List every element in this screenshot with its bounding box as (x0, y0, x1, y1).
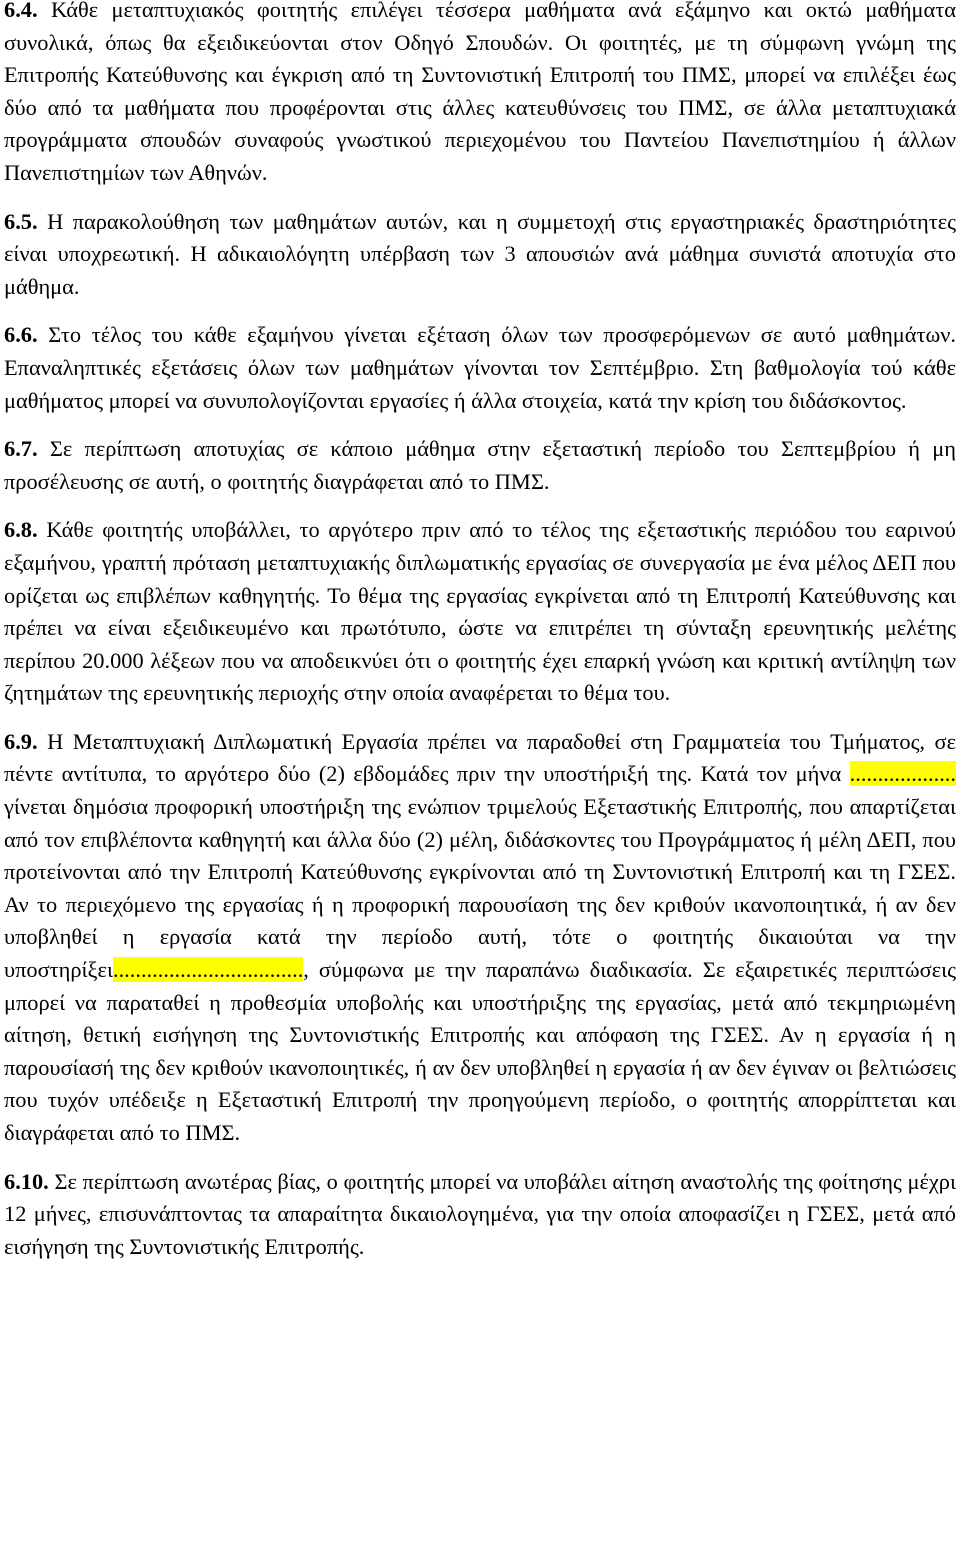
section-6-10 (4, 1166, 956, 1264)
section-number: 6.7. (4, 436, 38, 462)
section-number: 6.4. (4, 0, 38, 22)
highlighted-blank-period: .................................. (112, 957, 304, 983)
section-6-5 (4, 206, 956, 304)
section-text: Η παρακολούθηση των μαθημάτων αυτών, και η συμμετοχή στις εργαστηριακές δραστηριότητες είναι υποχρεωτική. Η αδικαιολόγητη υπέρβαση των 3 απουσιών ανά μάθημα συνιστά αποτυχία στο μάθημα. (4, 208, 956, 299)
section-number: 6.5. (4, 208, 38, 234)
section-6-6 (4, 319, 956, 417)
section-text: Κάθε μεταπτυχιακός φοιτητής επιλέγει τέσσερα μαθήματα ανά εξάμηνο και οκτώ μαθήματα συνολικά, όπως θα εξειδικεύονται στον Οδηγό Σπουδών. Οι φοιτητές, με τη σύμφωνη γνώμη της Επιτροπής Κατεύθυνσης και έγκριση από τη Συντονιστική Επιτροπή του ΠΜΣ, μπορεί να επιλέξει έως δύο από τα μαθήματα που προφέρονται στις άλλες κατευθύνσεις του ΠΜΣ, σε άλλα μεταπτυχιακά προγράμματα σπουδών συναφούς γνωστικού περιεχομένου του Παντείου Πανεπιστημίου ή άλλων Πανεπιστημίων των Αθηνών. (4, 0, 956, 185)
section-text: , σύμφωνα με την παραπάνω διαδικασία. Σε εξαιρετικές περιπτώσεις μπορεί να παραταθεί η προθεσμία υποβολής και υποστήριξης της εργασίας, μετά από τεκμηριωμένη αίτηση, θετική εισήγηση της Συντονιστικής Επιτροπής και απόφαση της ΓΣΕΣ. Αν η εργασία ή η παρουσίασή της δεν κριθούν ικανοποιητικές, ή αν δεν υποβληθεί η εργασία ή αν δεν έγιναν οι βελτιώσεις που τυχόν υπέδειξε η Εξεταστική Επιτροπή την προηγούμενη περίοδο, ο φοιτητής απορρίπτεται και διαγράφεται από το ΠΜΣ. (4, 957, 956, 1145)
section-6-7 (4, 433, 956, 498)
section-text: Σε περίπτωση αποτυχίας σε κάποιο μάθημα στην εξεταστική περίοδο του Σεπτεμβρίου ή μη προσέλευσης σε αυτή, ο φοιτητής διαγράφεται από το ΠΜΣ. (4, 436, 956, 494)
section-number: 6.9. (4, 728, 38, 754)
section-6-9 (4, 726, 956, 1150)
section-6-4 (4, 0, 956, 190)
highlighted-blank-month: ................... (849, 761, 956, 787)
section-number: 6.8. (4, 517, 38, 543)
section-text: Στο τέλος του κάθε εξαμήνου γίνεται εξέταση όλων των προσφερόμενων σε αυτό μαθημάτων. Επαναληπτικές εξετάσεις όλων των μαθημάτων γίνονται τον Σεπτέμβριο. Στη βαθμολογία τού κάθε μαθήματος μπορεί να συνυπολογίζονται εργασίες ή άλλα στοιχεία, κατά την κρίση του διδάσκοντος. (4, 322, 956, 413)
document-page (4, 0, 956, 1263)
section-number: 6.6. (4, 322, 38, 348)
section-text: Σε περίπτωση ανωτέρας βίας, ο φοιτητής μπορεί να υποβάλει αίτηση αναστολής της φοίτησης μέχρι 12 μήνες, επισυνάπτοντας τα απαραίτητα δικαιολογημένα, για την οποία αποφασίζει η ΓΣΕΣ, μετά από εισήγηση της Συντονιστικής Επιτροπής. (4, 1168, 956, 1259)
section-text: γίνεται δημόσια προφορική υποστήριξη της ενώπιον τριμελούς Εξεταστικής Επιτροπής, που απαρτίζεται από τον επιβλέποντα καθηγητή και άλλα δύο (2) μέλη, διδάσκοντες του Προγράμματος ή μέλη ΔΕΠ, που προτείνονται από την Επιτροπή Κατεύθυνσης εγκρίνονται από τη Συντονιστική Επιτροπή και τη ΓΣΕΣ. Αν το περιεχόμενο της εργασίας ή η προφορική παρουσίαση της δεν κριθούν ικανοποιητικά, ή αν δεν υποβληθεί η εργασία κατά την περίοδο αυτή, τότε ο φοιτητής δικαιούται να την υποστηρίξει (4, 794, 956, 983)
section-text: Κάθε φοιτητής υποβάλλει, το αργότερο πριν από το τέλος της εξεταστικής περιόδου του εαρινού εξαμήνου, γραπτή πρόταση μεταπτυχιακής διπλωματικής εργασίας σε συνεργασία με ένα μέλος ΔΕΠ που ορίζεται ως επιβλέπων καθηγητής. Το θέμα της εργασίας εγκρίνεται από τη Επιτροπή Κατεύθυνσης και πρέπει να είναι εξειδικευμένο και πρωτότυπο, ώστε να επιτρέπει τη σύνταξη ερευνητικής μελέτης περίπου 20.000 λέξεων που να αποδεικνύει ότι ο φοιτητής έχει επαρκή γνώση και κριτική αντίληψη των ζητημάτων της ερευνητικής περιοχής στην οποία αναφέρεται το θέμα του. (4, 517, 956, 706)
section-6-8 (4, 514, 956, 710)
section-text: Η Μεταπτυχιακή Διπλωματική Εργασία πρέπει να παραδοθεί στη Γραμματεία του Τμήματος, σε πέντε αντίτυπα, το αργότερο δύο (2) εβδομάδες πριν την υποστήριξή της. Κατά τον μήνα (4, 728, 956, 787)
section-number: 6.10. (4, 1168, 49, 1194)
